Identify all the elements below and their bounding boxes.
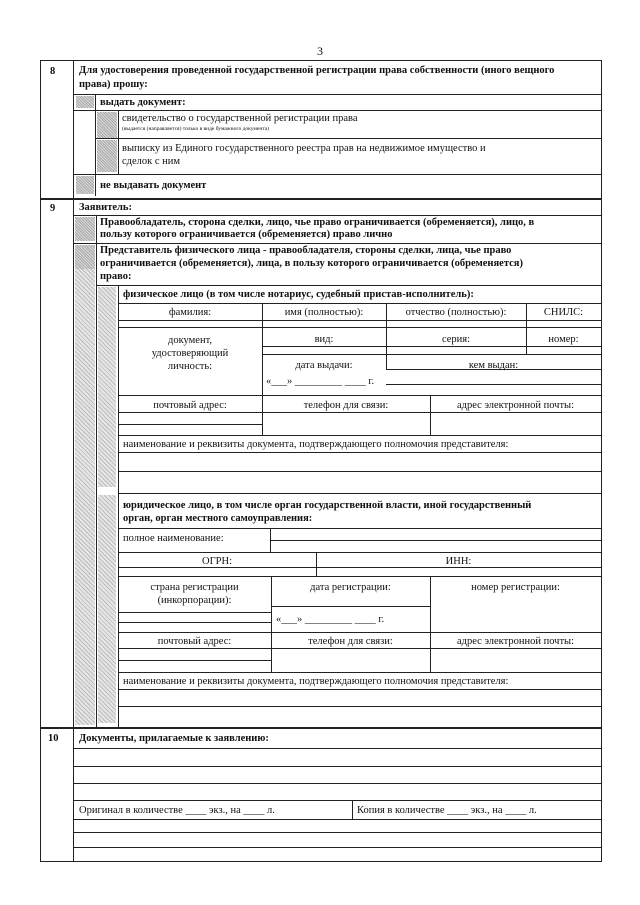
reg-country-label-cont: (инкорпорации): [157,595,232,606]
phone-label: телефон для связи: [303,400,389,411]
issue-doc-checkbox[interactable] [76,96,94,108]
rightholder-checkbox[interactable] [75,217,95,241]
issue-doc-label: выдать документ: [100,97,186,108]
certificate-label: свидетельство о государственной регистрации права [122,113,358,124]
issue-date-label: дата выдачи: [295,360,353,371]
certificate-checkbox[interactable] [97,112,117,138]
legal-entity-title: юридическое лицо, в том числе орган государственной власти, иной государственный [123,500,532,511]
section-8-number: 8 [50,66,56,77]
full-name-label: полное наименование: [123,533,224,544]
email-label: адрес электронной почты: [456,400,575,411]
copy-count-field[interactable]: Копия в количестве ____ экз., на ____ л. [357,805,537,816]
page-number: 3 [317,44,323,58]
s8-intro-cont: права) прошу: [79,79,148,90]
issue-date-template[interactable]: «___» _________ ____ г. [266,376,375,387]
attached-docs-title: Документы, прилагаемые к заявлению: [79,733,269,744]
inn-label: ИНН: [445,556,472,567]
ogrn-label: ОГРН: [202,556,232,567]
extract-checkbox[interactable] [97,140,117,172]
id-doc-label: документ, [167,335,212,346]
representative-label: Представитель физического лица - правообладателя, стороны сделки, лица, чье право [100,245,512,256]
legal-email-label: адрес электронной почты: [456,636,575,647]
postal-address-label: почтовый адрес: [153,400,227,411]
reg-country-label: страна регистрации [150,582,239,593]
surname-label: фамилия: [168,307,212,318]
doc-kind-label: вид: [314,334,334,345]
section-9-number: 9 [50,203,56,214]
legal-shaded-column [98,495,116,723]
id-doc-label-2: удостоверяющий [151,348,229,359]
patronymic-label: отчество (полностью): [405,307,507,318]
no-doc-checkbox[interactable] [76,176,94,194]
reg-date-label: дата регистрации: [310,582,391,593]
certificate-note: (выдается (направляется) только в виде бумажного документа) [122,126,270,132]
original-count-field[interactable]: Оригинал в количестве ____ экз., на ____ л. [79,805,275,816]
legal-authority-doc-label: наименование и реквизиты документа, подтверждающего полномочия представителя: [123,676,509,687]
reg-number-label: номер регистрации: [471,582,560,593]
rightholder-label-cont: пользу которого ограничивается (обременяется) право лично [100,229,393,240]
reg-date-template[interactable]: «___» _________ ____ г. [276,614,385,625]
physical-authority-doc-label: наименование и реквизиты документа, подтверждающего полномочия представителя: [123,439,509,450]
representative-shaded-column [75,245,95,725]
applicant-title: Заявитель: [79,202,132,213]
rightholder-label: Правообладатель, сторона сделки, лицо, чье право ограничивается (обременяется), лицо, в [100,217,535,228]
s8-intro: Для удостоверения проведенной государственной регистрации права собственности (иного вещного [79,65,555,76]
section-10-number: 10 [48,733,59,744]
representative-label-cont: ограничивается (обременяется), лица, в пользу которого ограничивается (обременяется) [100,258,523,269]
extract-label-cont: сделок с ним [122,156,181,167]
representative-checkbox[interactable] [75,245,95,269]
doc-series-label: серия: [441,334,471,345]
representative-label-end: право: [100,271,132,282]
name-label: имя (полностью): [284,307,364,318]
physical-person-title: физическое лицо (в том числе нотариус, судебный пристав-исполнитель): [123,289,474,300]
snils-label: СНИЛС: [543,307,584,318]
physical-shaded-column [98,287,116,487]
issued-by-label: кем выдан: [468,360,519,371]
doc-number-label: номер: [548,334,579,345]
legal-postal-label: почтовый адрес: [157,636,232,647]
legal-phone-label: телефон для связи: [308,636,393,647]
extract-label: выписку из Единого государственного реестра прав на недвижимое имущество и [122,143,486,154]
id-doc-label-3: личность: [167,361,213,372]
legal-entity-title-cont: орган, орган местного самоуправления: [123,513,313,524]
no-doc-label: не выдавать документ [100,180,207,191]
